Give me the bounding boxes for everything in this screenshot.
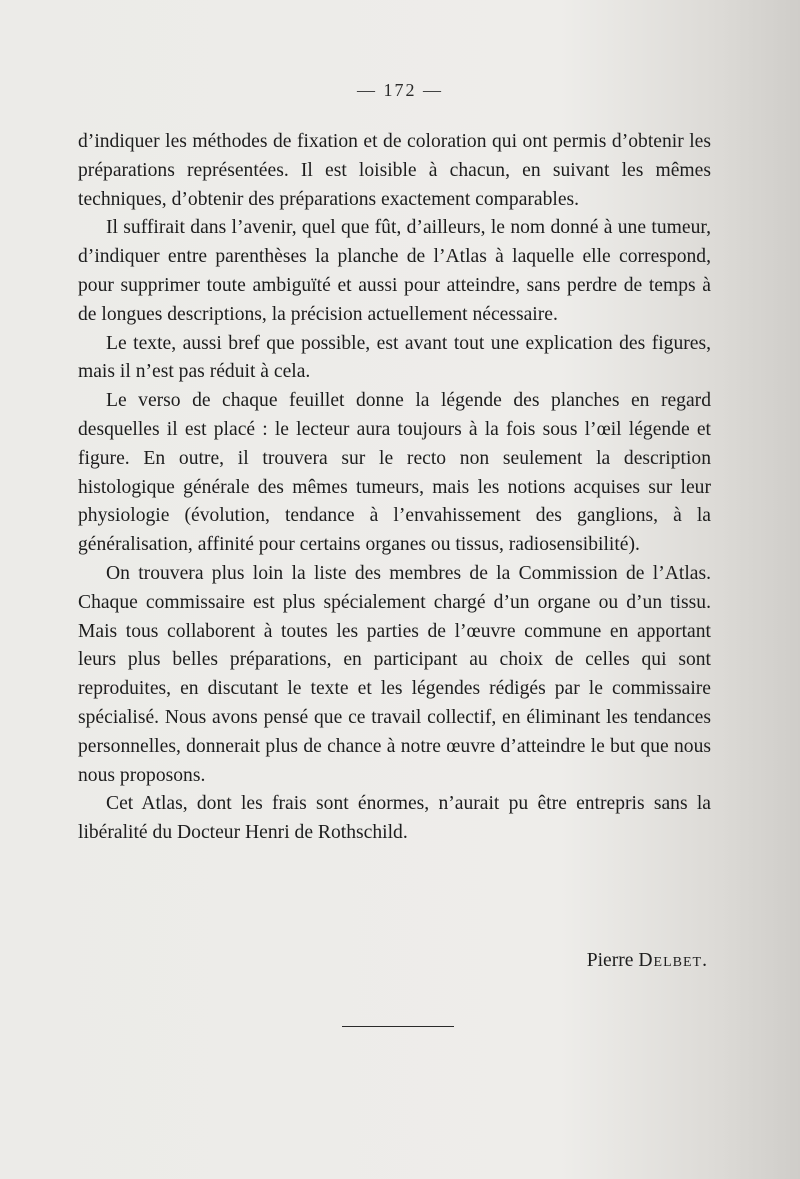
signature [587, 950, 708, 972]
paragraph: Il suffirait dans l’avenir, quel que fût, d’ailleurs, le nom donné à une tumeur, d’indiquer entre parenthèses la planche de l’Atlas à laquelle elle correspond, pour supprimer toute ambiguïté et aussi pour atteindre, sans perdre de temps à de longues descriptions, la précision actuellement nécessaire. [78, 217, 711, 325]
paragraph: Le texte, aussi bref que possible, est avant tout une explication des figures, mais il n’est pas réduit à cela. [78, 332, 711, 383]
signature-first-name: Pierre [586, 950, 634, 971]
paragraph: Le verso de chaque feuillet donne la légende des planches en regard desquelles il est placé : le lecteur aura toujours à la fois sous l’œil légende et figure. En outre, il trouvera sur le recto non seulement la description histologique générale des mêmes tumeurs, mais les notions acquises sur leur physiologie (évolution, tendance à l’envahissement des ganglions, à la généralisation, affinité pour certains organes ou tissus, radiosensibilité). [78, 390, 711, 556]
body-text [78, 128, 711, 848]
signature-last-name: Delbet. [638, 950, 708, 971]
paragraph: Cet Atlas, dont les frais sont énormes, n’aurait pu être entrepris sans la libéralité du Docteur Henri de Rothschild. [78, 793, 711, 844]
paragraph: On trouvera plus loin la liste des membres de la Commission de l’Atlas. Chaque commissaire est plus spécialement chargé d’un organe ou d’un tissu. Mais tous collaborent à toutes les parties de l’œuvre commune en apportant leurs plus belles préparations, en participant au choix de celles qui sont reproduites, en discutant le texte et les légendes rédigés par le commissaire spécialisé. Nous avons pensé que ce travail collectif, en éliminant les tendances personnelles, donnerait plus de chance à notre œuvre d’atteindre le but que nous nous proposons. [78, 562, 711, 786]
paragraph: d’indiquer les méthodes de fixation et de coloration qui ont permis d’obtenir les préparations représentées. Il est loisible à chacun, en suivant les mêmes techniques, d’obtenir des préparations exactement comparables. [78, 131, 711, 210]
page-number: — 172 — [357, 80, 443, 100]
closing-rule [342, 1026, 454, 1027]
